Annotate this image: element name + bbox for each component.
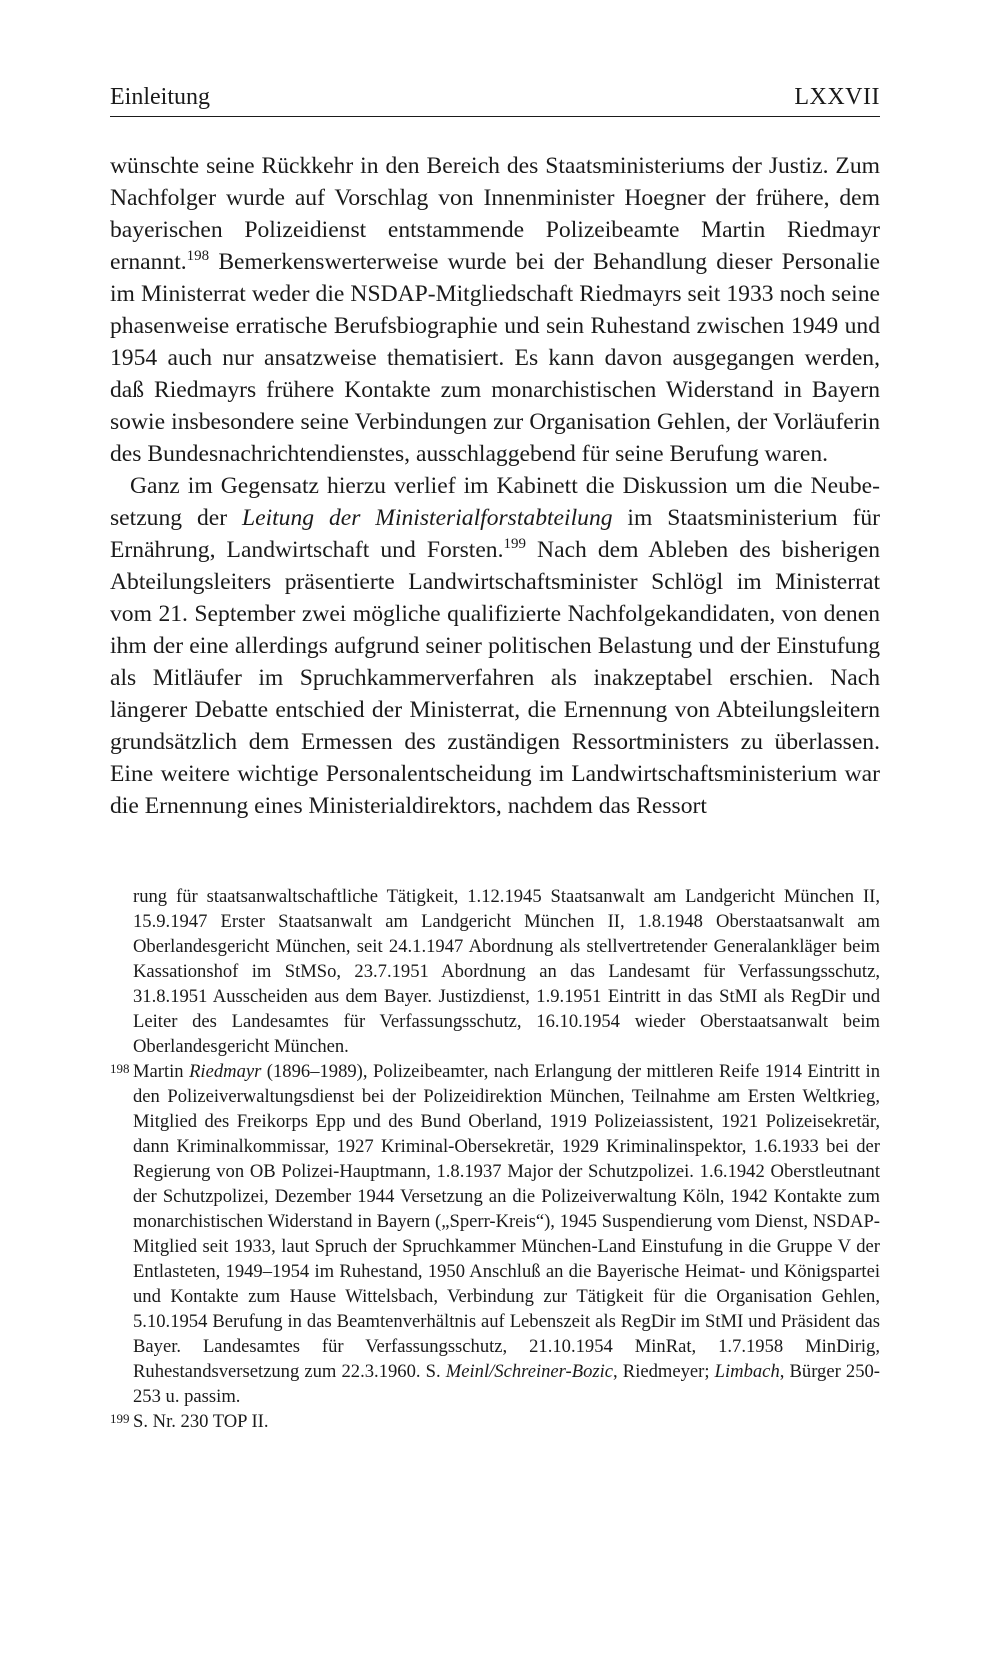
running-head-title: Einleitung (110, 84, 210, 110)
footnote-198-number: 198 (110, 1061, 130, 1076)
paragraph-2 (110, 470, 880, 822)
paragraph-2-text-b: im Staatsministerium für Ernährung, Landwirtschaft und Forsten. (110, 505, 881, 563)
footnote-198-text-d: , Bürger 250-253 u. passim. (133, 1361, 880, 1407)
body-text (110, 150, 880, 822)
footnote-continuation-text: rung für staatsanwaltschaftliche Tätigkeit, 1.12.1945 Staatsanwalt am Landgericht München II, 15.9.1947 Erster Staatsanwalt am Landgericht München II, 1.8.1948 Oberstaatsanwalt am Oberlandesgericht München, seit 24.1.1947 Abordnung als stellvertretender Generalankläger beim Kassationshof im StMSo, 23.7.1951 Abordnung an das Landesamt für Verfassungsschutz, 31.8.1951 Ausscheiden aus dem Bayer. Justizdienst, 1.9.1951 Eintritt in das StMI als RegDir und Leiter des Landesamtes für Verfassungsschutz, 16.10.1954 wieder Oberstaatsanwalt beim Oberlandesgericht München. (133, 886, 880, 1057)
paragraph-1-text-b: Bemerkenswerterweise wurde bei der Behandlung dieser Personalie im Ministerrat weder die NSDAP-Mitgliedschaft Riedmayrs seit 1933 noch seine phasenweise erratische Berufsbiographie und sein Ruhestand zwischen 1949 und 1954 auch nur ansatzweise thematisiert. Es kann davon ausgegangen werden, daß Riedmayrs frühere Kontakte zum monarchistischen Widerstand in Bayern sowie insbesondere seine Verbindungen zur Organisation Gehlen, der Vorläuferin des Bundesnachrichtendienstes, ausschlaggebend für seine Berufung waren. (110, 249, 880, 467)
footnote-ref-199[interactable]: 199 (503, 536, 527, 552)
paragraph-1 (110, 150, 880, 470)
footnote-198-reference-2: Limbach (714, 1361, 780, 1382)
footnote-198-text-b: (1896–1989), Polizeibeamter, nach Erlangung der mittleren Reife 1914 Eintritt in den Polizeiverwaltungsdienst bei der Polizeidirektion München, Teilnahme am Ersten Weltkrieg, Mitglied des Freikorps Epp und des Bund Oberland, 1919 Polizeiassistent, 1921 Polizeisekretär, dann Kriminalkommissar, 1927 Kriminal-Obersekretär, 1929 Kriminalinspektor, 1.6.1933 bei der Regierung von OB Polizei-Hauptmann, 1.8.1937 Major der Schutzpolizei. 1.6.1942 Oberstleutnant der Schutzpolizei, Dezember 1944 Versetzung an die Polizeiverwaltung Köln, 1942 Kontakte zum monarchistischen Widerstand in Bayern („Sperr-Kreis“), 1945 Suspendierung vom Dienst, NSDAP-Mitglied seit 1933, laut Spruch der Spruchkammer München-Land Einstufung in die Gruppe V der Entlasteten, 1949–1954 im Ruhestand, 1950 Anschluß an die Bayerische Heimat- und Königspartei und Kontakte zum Hause Wittelsbach, Verbindung zur Tätigkeit für die Organisation Gehlen, 5.10.1954 Berufung in das Beamtenverhältnis auf Lebenszeit als RegDir im StMI und Präsident das Bayer. Landesamtes für Verfassungsschutz, 21.10.1954 MinRat, 1.7.1958 MinDirig, Ruhestandsversetzung zum 22.3.1960. S. (133, 1061, 880, 1382)
running-head (110, 82, 880, 117)
paragraph-2-text-a: Ganz im Gegensatz hierzu verlief im Kabinett die Diskussion um die Neubesetzung der (110, 473, 880, 531)
footnotes (110, 884, 880, 1434)
footnote-199-text: S. Nr. 230 TOP II. (133, 1411, 269, 1432)
footnote-198-name: Riedmayr (189, 1061, 262, 1082)
footnote-ref-198[interactable]: 198 (186, 248, 210, 264)
footnote-198 (110, 1059, 880, 1409)
footnote-198-reference-1: Meinl/Schreiner-Bozic (445, 1361, 614, 1382)
paragraph-2-emphasis: Leitung der Ministerialforstabteilung (241, 505, 613, 531)
paragraph-1-text-a: wünschte seine Rückkehr in den Bereich des Staatsministeriums der Justiz. Zum Nachfolger wurde auf Vorschlag von Innenminister Hoegner der frühere, dem bayerischen Polizeidienst entstammende Polizeibeamte Martin Riedmayr ernannt. (110, 153, 880, 275)
paragraph-2-text-c: Nach dem Ableben des bisherigen Abteilungsleiters präsentierte Landwirtschaftsminister Schlögl im Ministerrat vom 21. September zwei mögliche qualifizierte Nachfolgekandidaten, von denen ihm der eine allerdings aufgrund seiner politischen Belastung und der Einstufung als Mitläufer im Spruchkammerverfahren als inakzeptabel erschien. Nach längerer Debatte entschied der Ministerrat, die Ernennung von Abteilungsleitern grundsätzlich dem Ermessen des zuständigen Ressortministers zu überlassen. Eine weitere wichtige Personalentscheidung im Landwirtschaftsministerium war die Ernennung eines Ministerialdirektors, nachdem das Ressort (110, 537, 880, 819)
footnote-199 (110, 1409, 880, 1434)
footnote-continuation (110, 884, 880, 1059)
page-number: LXXVII (794, 84, 880, 110)
footnote-199-number: 199 (110, 1411, 130, 1426)
footnote-198-text-c: , Riedmeyer; (613, 1361, 715, 1382)
footnote-198-text-a: Martin (133, 1061, 190, 1082)
